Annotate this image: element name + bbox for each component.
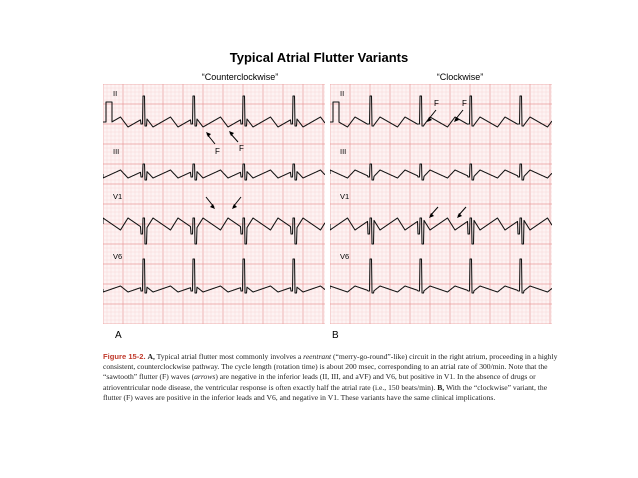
caption-text: (“merry-go-round”-like) circuit in the right atrium, proceeding in a highly consistent, counterclockwise pathway. The cycle length (rotation time) is about 200 msec, corresponding to an atrial rate of 300/min. Note that the “sawtooth” flutter (F) waves ( bbox=[103, 352, 558, 382]
lead-label-iii: III bbox=[113, 147, 120, 156]
lead-label-v6: V6 bbox=[340, 252, 350, 261]
panel-b-subtitle: “Clockwise” bbox=[436, 72, 484, 82]
ecg-panel-a bbox=[103, 84, 325, 324]
panel-a-subtitle: “Counterclockwise” bbox=[201, 72, 279, 82]
flutter-label: F bbox=[434, 99, 439, 108]
caption-a-label: A, bbox=[147, 352, 155, 361]
caption-text: Typical atrial flutter most commonly involves a bbox=[154, 352, 304, 361]
ecg-grid bbox=[330, 84, 552, 324]
panel-b-letter: B bbox=[332, 330, 339, 341]
figure-title: Typical Atrial Flutter Variants bbox=[229, 50, 409, 65]
ecg-panel-b bbox=[330, 84, 552, 324]
flutter-label: F bbox=[215, 147, 220, 156]
flutter-label: F bbox=[239, 144, 244, 153]
lead-label-ii: II bbox=[340, 89, 345, 98]
lead-label-ii: II bbox=[113, 89, 118, 98]
caption-emphasis: reentrant bbox=[303, 352, 332, 361]
figure-caption bbox=[103, 352, 558, 403]
caption-b-label: B, bbox=[437, 382, 445, 392]
caption-text: With the “clockwise” variant, the flutter (F) waves are positive in the inferior leads and V6, and negative in V1. These variants have the same clinical implications. bbox=[103, 382, 548, 402]
lead-label-iii: III bbox=[340, 147, 347, 156]
figure-number: Figure 15-2. bbox=[103, 352, 146, 361]
lead-label-v1: V1 bbox=[113, 192, 123, 201]
panel-a-letter: A bbox=[115, 330, 122, 341]
flutter-label: F bbox=[462, 99, 467, 108]
lead-label-v6: V6 bbox=[113, 252, 123, 261]
lead-label-v1: V1 bbox=[340, 192, 350, 201]
caption-emphasis: arrows bbox=[194, 372, 216, 382]
caption-text: ) are negative in the inferior leads (II, III, and aVF) and V6, but positive in V1. In the absence of drugs or atrioventricular node disease, the ventricular response is often exactly half the atrial rate (i.e., 150 beats/min). bbox=[103, 372, 536, 392]
